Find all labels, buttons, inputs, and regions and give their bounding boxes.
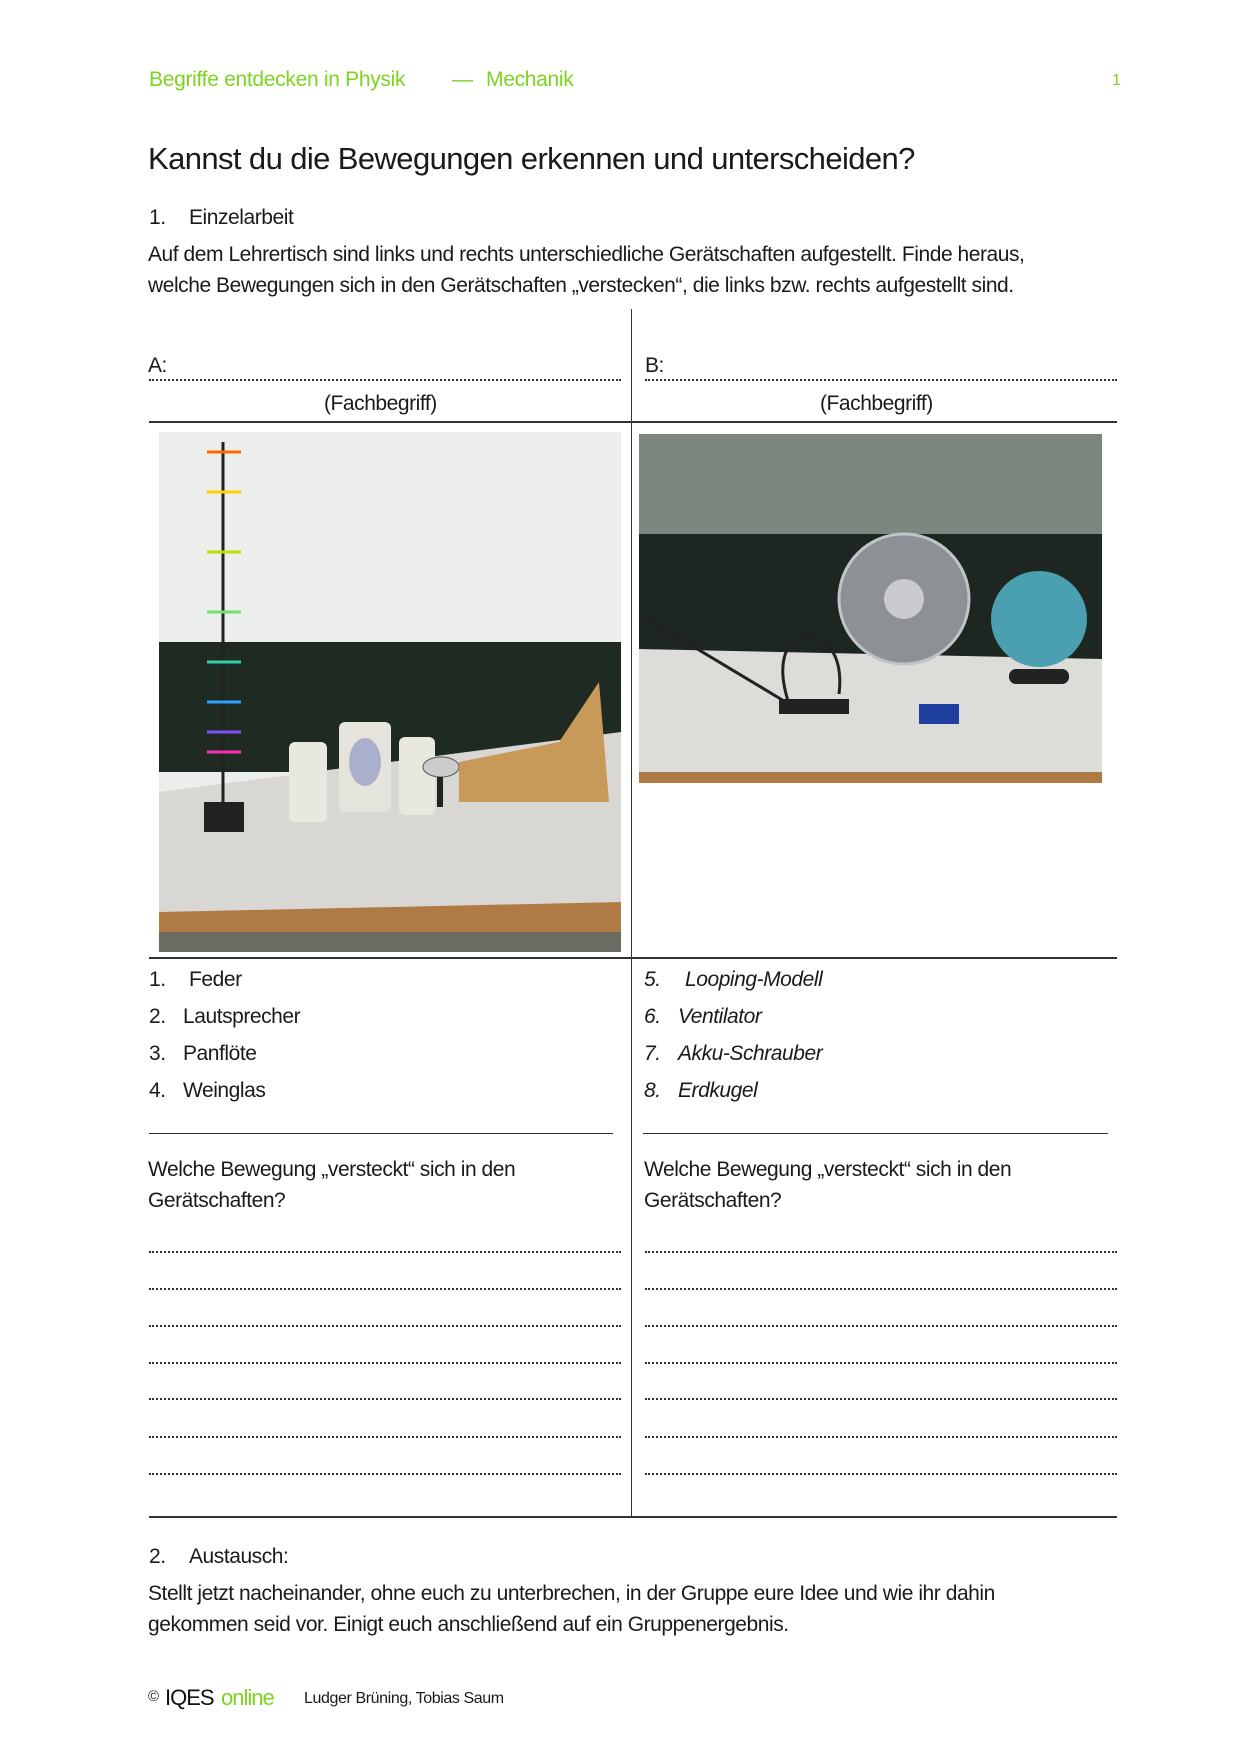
- photo-a-image: [159, 432, 621, 952]
- list-item: Ventilator: [678, 1005, 762, 1028]
- list-item-num: 3.: [149, 1042, 166, 1065]
- answer-line[interactable]: [645, 1325, 1117, 1327]
- question-a-line2: Gerätschaften?: [148, 1189, 286, 1212]
- answer-line[interactable]: [149, 1362, 621, 1364]
- copyright-symbol: ©: [148, 1688, 160, 1705]
- question-b-line1: Welche Bewegung „versteckt“ sich in den: [644, 1158, 1012, 1181]
- answer-line-b[interactable]: [645, 379, 1117, 381]
- header-subject: Begriffe entdecken in Physik: [149, 68, 406, 91]
- answer-line[interactable]: [149, 1436, 621, 1438]
- answer-line[interactable]: [645, 1398, 1117, 1400]
- list-item: Weinglas: [183, 1079, 266, 1102]
- task2-number: 2.: [149, 1545, 166, 1568]
- answer-line[interactable]: [149, 1473, 621, 1475]
- logo-online: online: [221, 1685, 274, 1710]
- task1-text-line2: welche Bewegungen sich in den Gerätschaften „verstecken“, die links bzw. rechts aufgestellt sind.: [148, 274, 1014, 297]
- list-item-num: 1.: [149, 968, 166, 991]
- answer-line-a[interactable]: [149, 379, 621, 381]
- list-item-num: 4.: [149, 1079, 166, 1102]
- answer-line[interactable]: [645, 1362, 1117, 1364]
- task1-text-line1: Auf dem Lehrertisch sind links und rechts unterschiedliche Gerätschaften aufgestellt. Finde heraus,: [148, 243, 1025, 266]
- list-item: Feder: [189, 968, 242, 991]
- list-item-num: 7.: [644, 1042, 661, 1065]
- page-title: Kannst du die Bewegungen erkennen und unterscheiden?: [148, 141, 915, 176]
- logo-iqes: IQES: [165, 1685, 214, 1710]
- list-item: Panflöte: [183, 1042, 257, 1065]
- photo-b-image: [639, 434, 1102, 783]
- header-separator: —: [452, 68, 473, 91]
- photo-a: [159, 432, 621, 952]
- answer-line[interactable]: [645, 1288, 1117, 1290]
- answer-line[interactable]: [149, 1251, 621, 1253]
- answer-line[interactable]: [645, 1436, 1117, 1438]
- list-item: Looping-Modell: [685, 968, 823, 991]
- task2-text-line2: gekommen seid vor. Einigt euch anschließend auf ein Gruppenergebnis.: [148, 1613, 789, 1636]
- divider: [149, 957, 1117, 959]
- caption-a: (Fachbegriff): [324, 392, 437, 415]
- list-item-num: 2.: [149, 1005, 166, 1028]
- question-b-line2: Gerätschaften?: [644, 1189, 782, 1212]
- answer-line[interactable]: [149, 1325, 621, 1327]
- label-a: A:: [148, 354, 167, 377]
- list-item: Akku-Schrauber: [678, 1042, 823, 1065]
- list-item: Erdkugel: [678, 1079, 758, 1102]
- caption-b: (Fachbegriff): [820, 392, 933, 415]
- divider: [643, 1133, 1108, 1134]
- answer-line[interactable]: [645, 1473, 1117, 1475]
- task1-heading: Einzelarbeit: [189, 206, 294, 229]
- list-item: Lautsprecher: [183, 1005, 301, 1028]
- column-divider: [631, 309, 632, 1517]
- list-item-num: 5.: [644, 968, 661, 991]
- answer-line[interactable]: [645, 1251, 1117, 1253]
- task2-heading: Austausch:: [189, 1545, 289, 1568]
- divider: [149, 421, 1117, 423]
- answer-line[interactable]: [149, 1398, 621, 1400]
- list-item-num: 8.: [644, 1079, 661, 1102]
- photo-b: [639, 434, 1102, 783]
- question-a-line1: Welche Bewegung „versteckt“ sich in den: [148, 1158, 516, 1181]
- task1-number: 1.: [149, 206, 166, 229]
- divider: [149, 1133, 613, 1134]
- footer-authors: Ludger Brüning, Tobias Saum: [304, 1690, 504, 1707]
- answer-line[interactable]: [149, 1288, 621, 1290]
- list-item-num: 6.: [644, 1005, 661, 1028]
- divider: [149, 1516, 1117, 1518]
- header-topic: Mechanik: [486, 68, 574, 91]
- label-b: B:: [645, 354, 664, 377]
- page-number: 1: [1112, 72, 1121, 89]
- task2-text-line1: Stellt jetzt nacheinander, ohne euch zu unterbrechen, in der Gruppe eure Idee und wie ihr dahin: [148, 1582, 995, 1605]
